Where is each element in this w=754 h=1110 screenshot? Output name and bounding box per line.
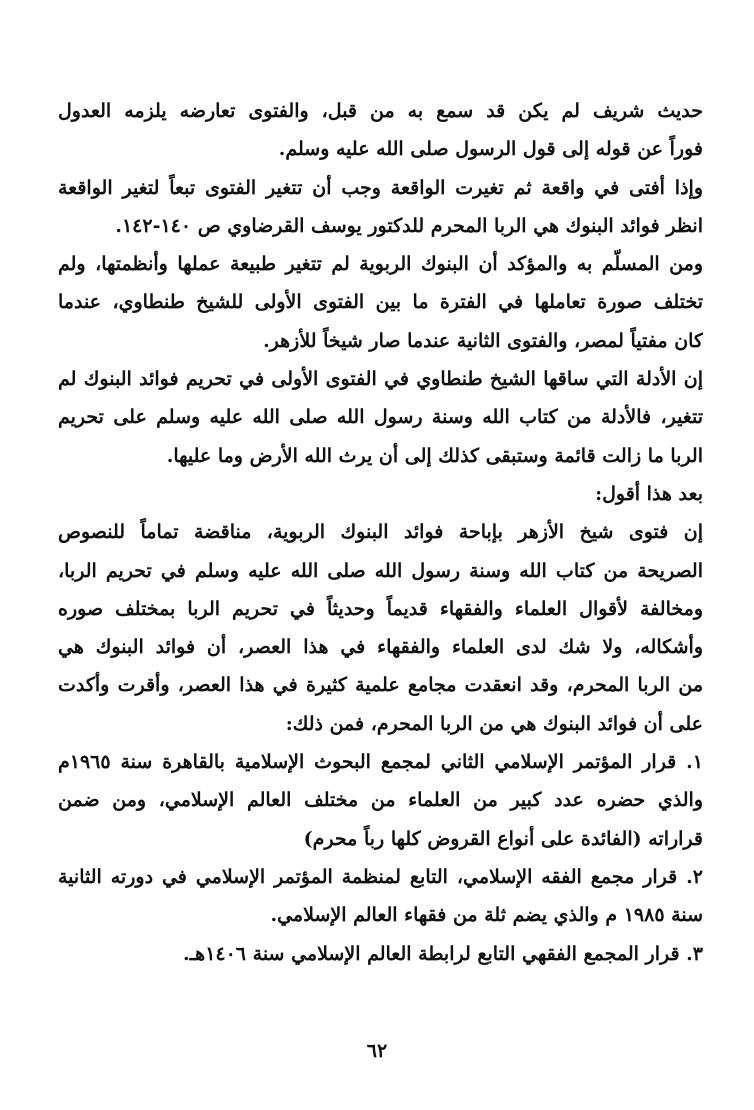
text-line: الربا ما زالت قائمة وستبقى كذلك إلى أن يرث الله الأرض وما عليها. <box>166 444 703 467</box>
page-number: ٦٢ <box>366 1040 388 1062</box>
text-line: ومخالفة لأقوال العلماء والفقهاء قديماً وحديثاً في تحريم الربا بمختلف صوره <box>58 597 703 620</box>
text-line: وإذا أفتى في واقعة ثم تغيرت الواقعة وجب أن تتغير الفتوى تبعاً لتغير الواقعة <box>58 176 703 199</box>
text-line: حديث شريف لم يكن قد سمع به من قبل، والفتوى تعارضه يلزمه العدول <box>58 100 703 122</box>
text-line: الصريحة من كتاب الله وسنة رسول الله صلى الله عليه وسلم في تحريم الربا، <box>58 559 703 582</box>
text-line: بعد هذا أقول: <box>595 482 703 505</box>
text-line: قراراته (الفائدة على أنواع القروض كلها رباً محرم) <box>303 827 703 850</box>
text-line: إن فتوى شيخ الأزهر بإباحة فوائد البنوك الربوية، مناقضة تماماً للنصوص <box>58 521 703 544</box>
text-line: ٣. قرار المجمع الفقهي التابع لرابطة العالم الإسلامي سنة ١٤٠٦هـ. <box>182 942 703 965</box>
text-line: على أن فوائد البنوك هي من الربا المحرم، فمن ذلك: <box>285 712 703 735</box>
text-line: ١. قرار المؤتمر الإسلامي الثاني لمجمع البحوث الإسلامية بالقاهرة سنة ١٩٦٥م <box>58 751 703 774</box>
text-line: تتغير، فالأدلة من كتاب الله وسنة رسول الله صلى الله عليه وسلم على تحريم <box>58 406 703 429</box>
text-line: ٢. قرار مجمع الفقه الإسلامي، التابع لمنظمة المؤتمر الإسلامي في دورته الثانية <box>58 865 703 888</box>
text-line: سنة ١٩٨٥ م والذي يضم ثلة من فقهاء العالم الإسلامي. <box>270 904 703 927</box>
text-line: إن الأدلة التي ساقها الشيخ طنطاوي في الفتوى الأولى في تحريم فوائد البنوك لم <box>58 368 703 391</box>
text-line: من الربا المحرم، وقد انعقدت مجامع علمية كثيرة في هذا العصر، وأقرت وأكدت <box>58 674 703 697</box>
text-line: تختلف صورة تعاملها في الفترة ما بين الفتوى الأولى للشيخ طنطاوي، عندما <box>58 291 703 314</box>
body-text <box>58 92 703 973</box>
text-line: والذي حضره عدد كبير من العلماء من مختلف العالم الإسلامي، ومن ضمن <box>58 789 703 812</box>
text-line: فوراً عن قوله إلى قول الرسول صلى الله عليه وسلم. <box>278 138 703 161</box>
text-line: انظر فوائد البنوك هي الربا المحرم للدكتور يوسف القرضاوي ص ١٤٠-١٤٢. <box>115 214 703 237</box>
text-line: كان مفتياً لمصر، والفتوى الثانية عندما صار شيخاً للأزهر. <box>263 329 703 352</box>
text-line: ومن المسلّم به والمؤكد أن البنوك الربوية لم تتغير طبيعة عملها وأنظمتها، ولم <box>58 253 703 276</box>
text-line: وأشكاله، ولا شك لدى العلماء والفقهاء في هذا العصر، أن فوائد البنوك هي <box>58 636 703 659</box>
